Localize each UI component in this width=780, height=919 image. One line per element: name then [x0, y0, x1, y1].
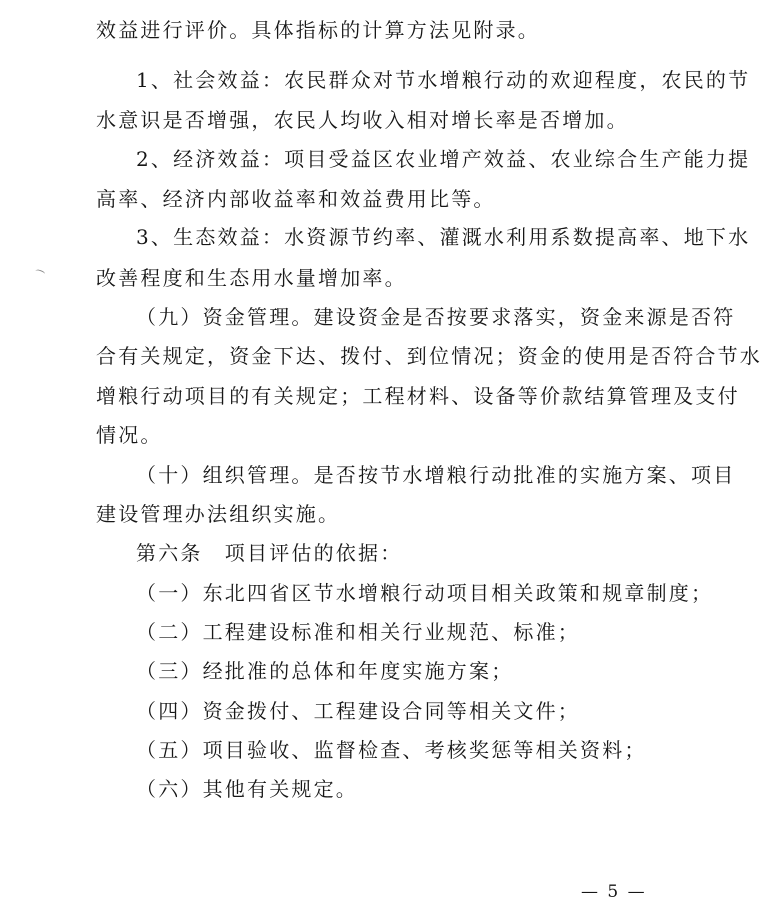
text-line-19: （五）项目验收、监督检查、考核奖惩等相关资料； [136, 738, 647, 762]
text-line-9: 合有关规定，资金下达、拨付、到位情况；资金的使用是否符合节水 [96, 344, 762, 368]
text-line-2: 1、社会效益：农民群众对节水增粮行动的欢迎程度，农民的节 [136, 68, 751, 92]
text-line-7: 改善程度和生态用水量增加率。 [96, 266, 407, 290]
text-line-12: （十）组织管理。是否按节水增粮行动批准的实施方案、项目 [136, 463, 736, 487]
text-line-6: 3、生态效益：水资源节约率、灌溉水利用系数提高率、地下水 [136, 225, 751, 249]
text-line-20: （六）其他有关规定。 [136, 777, 358, 801]
text-line-13: 建设管理办法组织实施。 [96, 502, 341, 526]
text-line-4: 2、经济效益：项目受益区农业增产效益、农业综合生产能力提 [136, 147, 751, 171]
text-line-5: 高率、经济内部收益率和效益费用比等。 [96, 187, 496, 211]
text-line-10: 增粮行动项目的有关规定；工程材料、设备等价款结算管理及支付 [96, 384, 740, 408]
text-line-1: 效益进行评价。具体指标的计算方法见附录。 [96, 18, 540, 42]
text-line-15: （一）东北四省区节水增粮行动项目相关政策和规章制度； [136, 581, 714, 605]
text-line-16: （二）工程建设标准和相关行业规范、标准； [136, 620, 580, 644]
text-line-17: （三）经批准的总体和年度实施方案； [136, 659, 514, 683]
page-number: — 5 — [581, 882, 647, 902]
text-line-3: 水意识是否增强，农民人均收入相对增长率是否增加。 [96, 108, 629, 132]
text-line-14: 第六条 项目评估的依据： [136, 541, 403, 565]
scan-mark [34, 269, 45, 277]
text-line-18: （四）资金拨付、工程建设合同等相关文件； [136, 699, 580, 723]
text-line-8: （九）资金管理。建设资金是否按要求落实，资金来源是否符 [136, 305, 736, 329]
text-line-11: 情况。 [96, 423, 163, 447]
